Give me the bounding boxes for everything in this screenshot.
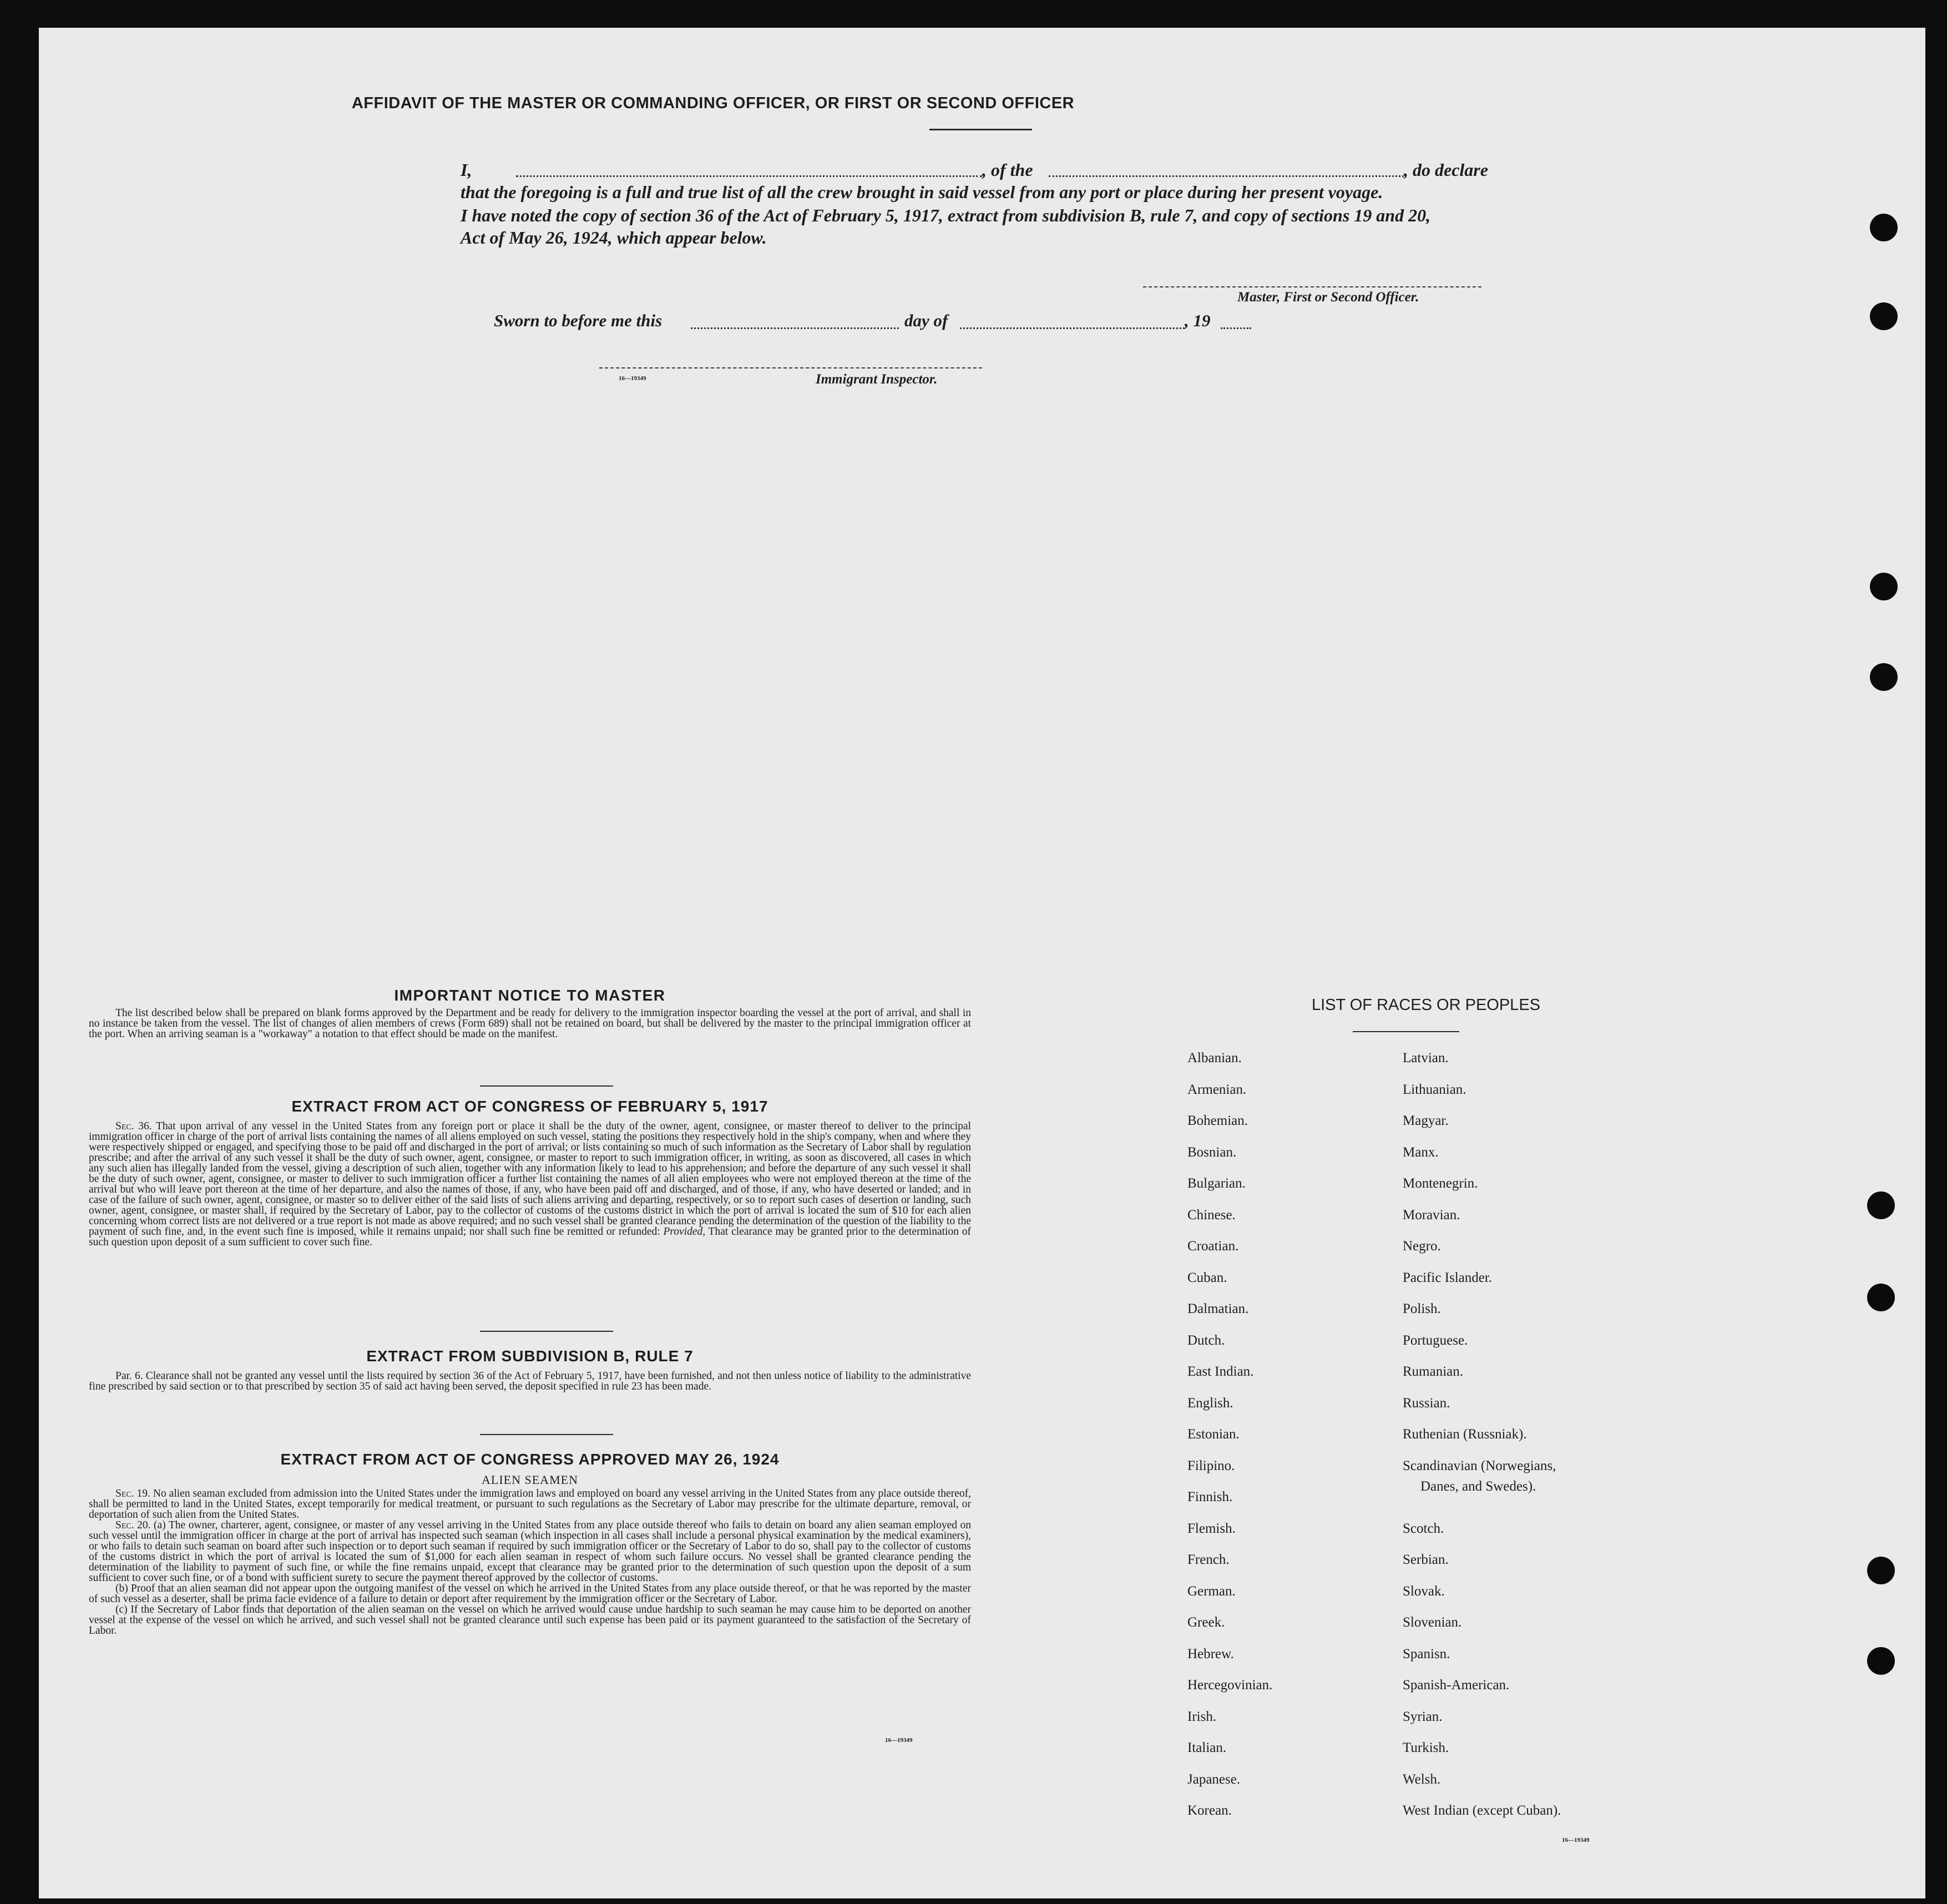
race-item: Russian. bbox=[1403, 1395, 1450, 1411]
extract-1917-body bbox=[89, 1121, 971, 1248]
race-item: Spanish-American. bbox=[1403, 1678, 1510, 1693]
declaration-line-3: I have noted the copy of section 36 of the Act of February 5, 1917, extract from subdivision B, rule 7, and copy of sections 19 and 20, bbox=[461, 205, 1431, 225]
binder-hole bbox=[1867, 1191, 1895, 1219]
notice-paragraph: The list described below shall be prepared on blank forms approved by the Department and be ready for delivery to the immigration inspector boarding the vessel at the port of arrival, and shall in no instance be taken from the vessel. The list of changes of alien members of crews (Form 689) shall not be retained on board, but shall be delivered by the master to the principal immigration officer at the port. When an arriving seaman is a "workaway" a notation to that effect should be made on the manifest. bbox=[89, 1007, 971, 1040]
extract-rule7-body bbox=[89, 1371, 971, 1392]
race-item: Estonian. bbox=[1187, 1427, 1240, 1442]
race-item: Syrian. bbox=[1403, 1709, 1443, 1724]
race-item: Scandinavian (Norwegians, bbox=[1403, 1458, 1556, 1473]
race-item: Portuguese. bbox=[1403, 1332, 1468, 1348]
title-underline bbox=[929, 129, 1032, 130]
sworn-label: Sworn to before me this bbox=[494, 311, 663, 330]
race-item: Serbian. bbox=[1403, 1552, 1449, 1567]
form-number-top: 16—19349 bbox=[619, 375, 646, 382]
sworn-month-blank[interactable] bbox=[960, 327, 1185, 329]
extract-rule7-title: EXTRACT FROM SUBDIVISION B, RULE 7 bbox=[366, 1347, 694, 1365]
race-item: Latvian. bbox=[1403, 1051, 1449, 1065]
race-item: Slovak. bbox=[1403, 1583, 1445, 1599]
divider-1 bbox=[480, 1085, 613, 1087]
race-item: Cuban. bbox=[1187, 1270, 1227, 1285]
race-item: Lithuanian. bbox=[1403, 1082, 1466, 1097]
race-item: Chinese. bbox=[1187, 1207, 1236, 1223]
form-number-right: 16—19349 bbox=[1562, 1837, 1590, 1844]
binder-hole bbox=[1870, 573, 1898, 600]
name-blank[interactable] bbox=[516, 175, 982, 177]
race-item: Bohemian. bbox=[1187, 1113, 1248, 1128]
race-item: German. bbox=[1187, 1583, 1236, 1599]
rule7-paragraph: Par. 6. Clearance shall not be granted any vessel until the lists required by section 36 of the Act of February 5, 1917, have been furnished, and not then unless notice of liability to the administrative fine prescribed by said section or to that prescribed by section 35 of said act having been served, the deposit specified in rule 23 has been made. bbox=[89, 1370, 971, 1392]
race-item: Dalmatian. bbox=[1187, 1301, 1249, 1316]
binder-hole bbox=[1867, 1557, 1895, 1584]
extract-1924-title: EXTRACT FROM ACT OF CONGRESS APPROVED MAY 26, 1924 bbox=[280, 1451, 780, 1468]
race-item: East Indian. bbox=[1187, 1364, 1254, 1379]
race-item: Slovenian. bbox=[1403, 1615, 1462, 1630]
race-item: Scotch. bbox=[1403, 1521, 1444, 1536]
race-item: Bosnian. bbox=[1187, 1144, 1237, 1160]
race-scandinavian-continued: Danes, and Swedes). bbox=[1420, 1479, 1536, 1494]
race-item: Manx. bbox=[1403, 1144, 1439, 1160]
binder-hole bbox=[1867, 1647, 1895, 1675]
sec-36-label: Sec. 36. bbox=[115, 1120, 152, 1132]
vessel-blank[interactable] bbox=[1049, 175, 1404, 177]
notice-body bbox=[89, 1008, 971, 1039]
divider-2 bbox=[480, 1331, 613, 1332]
race-item: Korean. bbox=[1187, 1803, 1232, 1818]
affidavit-title: AFFIDAVIT OF THE MASTER OR COMMANDING OFFICER, OR FIRST OR SECOND OFFICER bbox=[351, 94, 1075, 112]
race-item: Magyar. bbox=[1403, 1113, 1449, 1128]
race-item: Irish. bbox=[1187, 1709, 1217, 1724]
sec-20a-text: (a) The owner, charterer, agent, consignee, or master of any vessel arriving in the United States from any place outside thereof who fails to detain on board any alien seaman employed on such vessel until the immigration officer in charge at the port of arrival has inspected such seaman (which inspection in all cases shall include a personal physical examination by the medical examiners), or who fails to detain such seaman on board after such inspection or to deport such seaman if required by such immigration officer or the Secretary of Labor to do so, shall pay to the collector of customs of the customs district in which the port of arrival is located the sum of $1,000 for each alien seaman in respect of whom such failure occurs. No vessel shall be granted clearance pending the determination of the liability to payment of such fine, or while the fine remains unpaid, except that clearance may be granted prior to the determination of such question upon the deposit of a sum sufficient to cover such fine, or of a bond with sufficient surety to secure the payment thereof approved by the collector of customs. bbox=[89, 1519, 972, 1584]
sworn-day-blank[interactable] bbox=[691, 327, 899, 329]
race-item: Moravian. bbox=[1403, 1207, 1460, 1223]
binder-hole bbox=[1870, 302, 1898, 330]
declaration-line-4: Act of May 26, 1924, which appear below. bbox=[461, 228, 767, 248]
i-label: I, bbox=[461, 160, 472, 180]
inspector-signature-line[interactable] bbox=[599, 367, 982, 368]
races-title-underline bbox=[1353, 1031, 1459, 1032]
declaration-line-2: that the foregoing is a full and true list of all the crew brought in said vessel from any port or place during her present voyage. bbox=[461, 182, 1383, 202]
race-item: English. bbox=[1187, 1395, 1233, 1411]
race-item: Ruthenian (Russniak). bbox=[1403, 1427, 1527, 1442]
day-of-label: day of bbox=[904, 311, 948, 330]
extract-1924-body bbox=[89, 1488, 971, 1636]
sec-20-label: Sec. 20. bbox=[115, 1519, 151, 1531]
binder-hole bbox=[1870, 663, 1898, 691]
race-item: Rumanian. bbox=[1403, 1364, 1464, 1379]
race-item: Montenegrin. bbox=[1403, 1176, 1478, 1191]
binder-hole bbox=[1870, 214, 1898, 241]
master-signature-label: Master, First or Second Officer. bbox=[1237, 290, 1419, 305]
race-item: Pacific Islander. bbox=[1403, 1270, 1493, 1285]
year-blank[interactable] bbox=[1221, 327, 1251, 329]
binder-hole bbox=[1867, 1284, 1895, 1311]
inspector-label: Immigrant Inspector. bbox=[816, 372, 938, 387]
race-item: Polish. bbox=[1403, 1301, 1441, 1316]
sec-36-text: That upon arrival of any vessel in the United States from any foreign port or place it shall be the duty of the owner, agent, consignee, or master thereof to deliver to the principal immigration officer in charge of the port of arrival lists containing the names of all aliens employed on such vessel, stating the positions they respectively hold in the ship's company, when and where they were respectively shipped or engaged, and specifying those to be paid off and discharged in the port of arrival; or lists containing so much of such information as the Secretary of Labor shall by regulation prescribe; and after the arrival of any such vessel it shall be the duty of such owner, agent, consignee, or master to report to such immigration officer, in writing, as soon as discovered, all cases in which any such alien has illegally landed from the vessel, giving a description of such alien, together with any information likely to lead to his apprehension; and before the departure of any such vessel it shall be the duty of such owner, agent, consignee, or master to deliver to such immigration officer a further list containing the names of all alien employees who were not employed thereon at the time of the arrival but who will leave port thereon at the time of her departure, and also the names of those, if any, who have been paid off and discharged, and of those, if any, who have deserted or landed; and in case of the failure of such owner, agent, consignee, or master so to deliver either of the said lists of such aliens arriving and departing, respectively, or so to report such cases of desertion or landing, such owner, agent, consignee, or master shall, if required by the Secretary of Labor, pay to the collector of customs of the customs district in which the port of arrival is located the sum of $10 for each alien concerning whom correct lists are not delivered or a true report is not made as above required; and no such vessel shall be granted clearance pending the determination of the question of the liability to the payment of such fine, and, in the event such fine is imposed, while it remains unpaid; nor shall such fine be remitted or refunded: bbox=[89, 1120, 971, 1238]
master-signature-line[interactable] bbox=[1143, 286, 1481, 287]
sec-20b-text: (b) Proof that an alien seaman did not appear upon the outgoing manifest of the vessel on which he arrived in the United States from any place outside thereof, or that he was reported by the master of such vessel as a deserter, shall be prima facie evidence of a failure to detain or deport after requirement by the immigration officer or the Secretary of Labor. bbox=[89, 1583, 971, 1605]
of-the-label: , of the bbox=[982, 160, 1033, 180]
race-item: Filipino. bbox=[1187, 1458, 1235, 1473]
do-declare-label: , do declare bbox=[1404, 160, 1488, 180]
race-item: Japanese. bbox=[1187, 1771, 1241, 1787]
proviso-text: Provided, bbox=[663, 1226, 706, 1238]
race-item: Croatian. bbox=[1187, 1239, 1239, 1254]
divider-3 bbox=[480, 1434, 613, 1435]
race-item: Hebrew. bbox=[1187, 1646, 1234, 1661]
race-item: Welsh. bbox=[1403, 1771, 1441, 1787]
race-item: Negro. bbox=[1403, 1239, 1441, 1254]
race-item: Finnish. bbox=[1187, 1489, 1233, 1504]
document-page bbox=[39, 28, 1925, 1898]
sec-19-label: Sec. 19. bbox=[115, 1488, 150, 1499]
race-item: Bulgarian. bbox=[1187, 1176, 1246, 1191]
race-item: Hercegovinian. bbox=[1187, 1678, 1273, 1693]
race-item: Italian. bbox=[1187, 1740, 1227, 1755]
sec-19-text: No alien seaman excluded from admission into the United States under the immigration laws and employed on board any vessel arriving in the United States from any place outside thereof, shall be permitted to land in the United States, except temporarily for medical treatment, or pursuant to such regulations as the Secretary of Labor may prescribe for the ultimate departure, removal, or deportation of such alien from the United States. bbox=[89, 1488, 971, 1521]
race-item: French. bbox=[1187, 1552, 1230, 1567]
race-item: West Indian (except Cuban). bbox=[1403, 1803, 1561, 1818]
notice-title: IMPORTANT NOTICE TO MASTER bbox=[394, 987, 666, 1004]
race-item: Spanisn. bbox=[1403, 1646, 1450, 1661]
race-item: Turkish. bbox=[1403, 1740, 1449, 1755]
sec-20c-text: (c) If the Secretary of Labor finds that deportation of the alien seaman on the vessel on which he arrived would cause undue hardship to such seaman he may cause him to be deported on another vessel at the expense of the vessel on which he arrived, and such vessel shall not be granted clearance until such expense has been paid or its payment guaranteed to the satisfaction of the Secretary of Labor. bbox=[89, 1604, 971, 1637]
race-item: Armenian. bbox=[1187, 1082, 1247, 1097]
race-item: Greek. bbox=[1187, 1615, 1225, 1630]
form-number-left: 16—19349 bbox=[885, 1737, 913, 1744]
race-item: Albanian. bbox=[1187, 1051, 1242, 1065]
alien-seamen-subtitle: ALIEN SEAMEN bbox=[482, 1473, 578, 1487]
sec-36-end: That clearance may be granted prior to the determination of such question upon deposit of a sum sufficient to cover such fine. bbox=[89, 1226, 971, 1248]
extract-1917-title: EXTRACT FROM ACT OF CONGRESS OF FEBRUARY 5, 1917 bbox=[291, 1098, 768, 1115]
race-item: Flemish. bbox=[1187, 1521, 1236, 1536]
year-label: , 19 bbox=[1185, 311, 1211, 330]
races-title: LIST OF RACES OR PEOPLES bbox=[1311, 996, 1541, 1014]
race-item: Dutch. bbox=[1187, 1332, 1225, 1348]
